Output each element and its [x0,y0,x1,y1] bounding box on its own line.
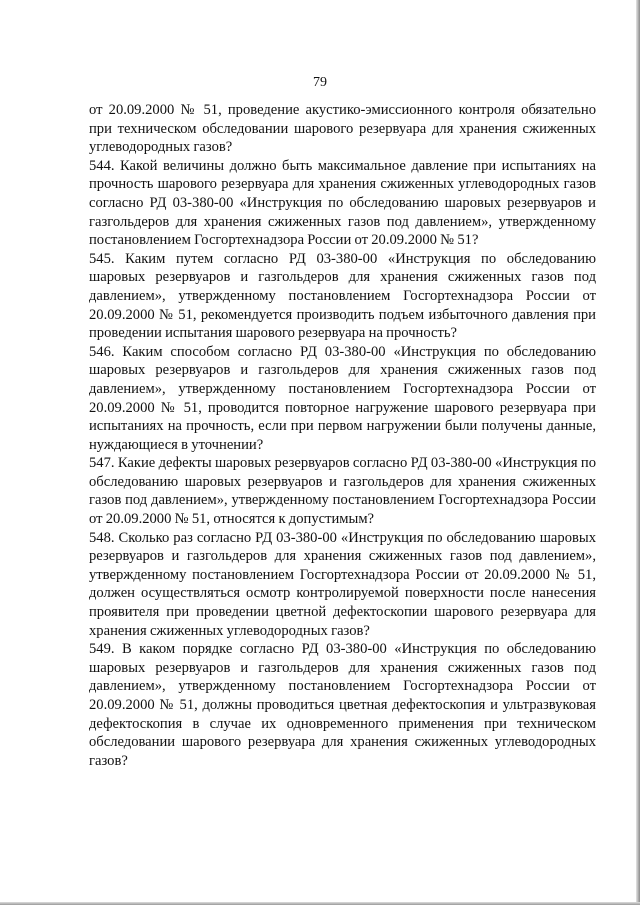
question-546: 546. Каким способом согласно РД 03-380-00 «Инструкция по обследованию шаровых резервуаров и газгольдеров для хранения сжиженных газов под давлением», утвержденному постановлением Госгортехнадзора России от 20.09.2000 № 51, проводится повторное нагружение шарового резервуара при испытаниях на прочность, если при первом нагружении были получены данные, нуждающиеся в уточнении? [89,343,596,453]
question-545: 545. Каким путем согласно РД 03-380-00 «Инструкция по обследованию шаровых резервуаров и газгольдеров для хранения сжиженных газов под давлением», утвержденному постановлением Госгортехнадзора России от 20.09.2000 № 51, рекомендуется производить подъем избыточного давления при проведении испытания шарового резервуара на прочность? [89,250,596,342]
document-body [89,101,596,770]
question-547: 547. Какие дефекты шаровых резервуаров согласно РД 03-380-00 «Инструкция по обследованию шаровых резервуаров и газгольдеров для хранения сжиженных газов под давлением», утвержденному постановлением Госгортехнадзора России от 20.09.2000 № 51, относятся к допустимым? [89,455,596,528]
page-edge-shadow-right [636,0,640,905]
question-549: 549. В каком порядке согласно РД 03-380-00 «Инструкция по обследованию шаровых резервуаров и газгольдеров для хранения сжиженных газов под давлением», утвержденному постановлением Госгортехнадзора России от 20.09.2000 № 51, должны проводиться цветная дефектоскопия и ультразвуковая дефектоскопия в случае их одновременного применения при техническом обследовании шарового резервуара для хранения сжиженных углеводородных газов? [89,641,596,769]
page-number: 79 [313,75,327,90]
question-548: 548. Сколько раз согласно РД 03-380-00 «Инструкция по обследованию шаровых резервуаров и газгольдеров для хранения сжиженных газов под давлением», утвержденному постановлением Госгортехнадзора России от 20.09.2000 № 51, должен осуществляться осмотр контролируемой поверхности после нанесения проявителя при проведении цветной дефектоскопии шарового резервуара для хранения сжиженных углеводородных газов? [89,529,596,639]
paragraph-continuation: от 20.09.2000 № 51, проведение акустико-эмиссионного контроля обязательно при техническом обследовании шарового резервуара для хранения сжиженных углеводородных газов? [89,102,596,156]
question-544: 544. Какой величины должно быть максимальное давление при испытаниях на прочность шарового резервуара для хранения сжиженных углеводородных газов согласно РД 03-380-00 «Инструкция по обследованию шаровых резервуаров и газгольдеров для хранения сжиженных газов под давлением», утвержденному постановлением Госгортехнадзора России от 20.09.2000 № 51? [89,157,596,249]
